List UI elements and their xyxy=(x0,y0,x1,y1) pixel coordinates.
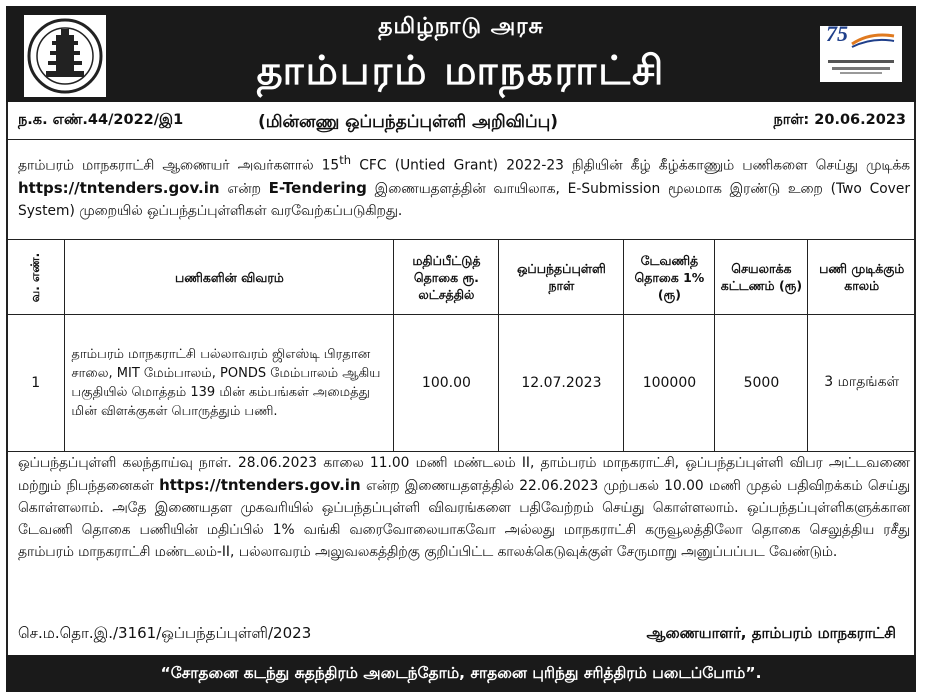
cell-estimate: 100.00 xyxy=(394,315,499,452)
table-row xyxy=(7,315,916,452)
intro-text: CFC (Untied Grant) 2022-23 நிதியின் கீழ் கீழ்க்காணும் பணிகளை செய்து முடிக்க xyxy=(351,157,910,174)
intro-text: என்ற xyxy=(219,180,269,197)
cell-tender-date: 12.07.2023 xyxy=(499,315,624,452)
header-description: பணிகளின் விவரம் xyxy=(65,240,394,315)
azadi-75-logo xyxy=(820,21,902,82)
corporation-heading: தாம்பரம் மாநகராட்சி xyxy=(256,48,666,94)
works-table xyxy=(6,239,916,452)
details-text: ஒப்பந்தப்புள்ளி கலந்தாய்வு நாள். 28.06.2023 காலை 11.00 மணி மண்டலம் II, தாம்பரம் மாநகராட்சி, ஒப்பந்தப்புள்ளி விபர அட்டவணை மற்றும் நிபந்தனைகள் xyxy=(18,455,910,494)
tender-link[interactable]: https://tntenders.gov.in xyxy=(159,476,361,494)
intro-text: இணையதளத்தின் வாயிலாக, E-Submission மூலமாக இரண்டு உறை (Two Cover System) முறையில் ஒப்பந்தப்புள்ளிகள் வரவேற்கப்படுகிறது. xyxy=(18,180,910,219)
cell-processing-fee: 5000 xyxy=(715,315,808,452)
divider xyxy=(6,139,916,140)
header-duration: பணி முடிக்கும் காலம் xyxy=(808,240,916,315)
publication-code: செ.ம.தொ.இ./3161/ஒப்பந்தப்புள்ளி/2023 xyxy=(18,624,312,642)
motto-banner: “சோதனை கடந்து சுதந்திரம் அடைந்தோம், சாதனை புரிந்து சரித்திரம் படைப்போம்”. xyxy=(6,655,916,692)
cell-sno: 1 xyxy=(7,315,65,452)
details-paragraph xyxy=(18,452,910,563)
notice-date: நாள்: 20.06.2023 xyxy=(773,112,906,128)
intro-text: தாம்பரம் மாநகராட்சி ஆணையர் அவர்களால் 15 xyxy=(18,157,340,174)
etender-label: E-Tendering xyxy=(268,178,367,197)
cell-deposit: 100000 xyxy=(624,315,715,452)
flag-swoosh-icon xyxy=(850,32,896,48)
header-tender-date: ஒப்பந்தப்புள்ளி நாள் xyxy=(499,240,624,315)
intro-paragraph xyxy=(18,149,910,222)
header-estimate: மதிப்பீட்டுத் தொகை ரூ. லட்சத்தில் xyxy=(394,240,499,315)
notice-header xyxy=(6,6,916,102)
header-sno: வ. எண். xyxy=(7,240,65,315)
cell-duration: 3 மாதங்கள் xyxy=(808,315,916,452)
intro-superscript: th xyxy=(339,153,352,167)
tender-link[interactable]: https://tntenders.gov.in xyxy=(18,178,220,197)
header-deposit: டேவணித் தொகை 1% (ரூ) xyxy=(624,240,715,315)
logo-caption-icon xyxy=(824,58,898,79)
signatory: ஆணையாளர், தாம்பரம் மாநகராட்சி xyxy=(646,624,896,642)
government-heading: தமிழ்நாடு அரசு xyxy=(378,14,544,39)
cell-description: தாம்பரம் மாநகராட்சி பல்லாவரம் ஜிஎஸ்டி பிரதான சாலை, MIT மேம்பாலம், PONDS மேம்பாலம் ஆகிய பகுதியில் மொத்தம் 139 மின் கம்பங்கள் அமைத்து மின் விளக்குகள் பொருத்தும் பணி. xyxy=(65,315,394,452)
reference-number: ந.க. எண்.44/2022/இ1 xyxy=(18,112,184,128)
header-processing-fee: செயலாக்க கட்டணம் (ரூ) xyxy=(715,240,808,315)
logo-number: 75 xyxy=(826,21,848,46)
details-text: என்ற இணையதளத்தில் 22.06.2023 முற்பகல் 10.00 மணி முதல் பதிவிறக்கம் செய்து கொள்ளலாம். அதே இணையதள முகவரியில் ஒப்பந்தப்புள்ளி விவரங்களை பதிவேற்றம் செய்து கொள்ளலாம். ஒப்பந்தப்புள்ளிகளுக்கான டேவணி தொகை பணியின் மதிப்பில் 1% வங்கி வரைவோலையாகவோ அல்லது மாநகராட்சி கருவூலத்திலோ தொகை செலுத்திய ரசீது தாம்பரம் மாநகராட்சி மண்டலம்-II, பல்லாவரம் அலுவலகத்திற்கு குறிப்பிட்ட காலக்கெடுவுக்குள் சேருமாறு அனுப்பப்பட வேண்டும். xyxy=(18,478,910,560)
table-header-row xyxy=(7,240,916,315)
notice-title: (மின்னணு ஒப்பந்தப்புள்ளி அறிவிப்பு) xyxy=(258,112,559,132)
